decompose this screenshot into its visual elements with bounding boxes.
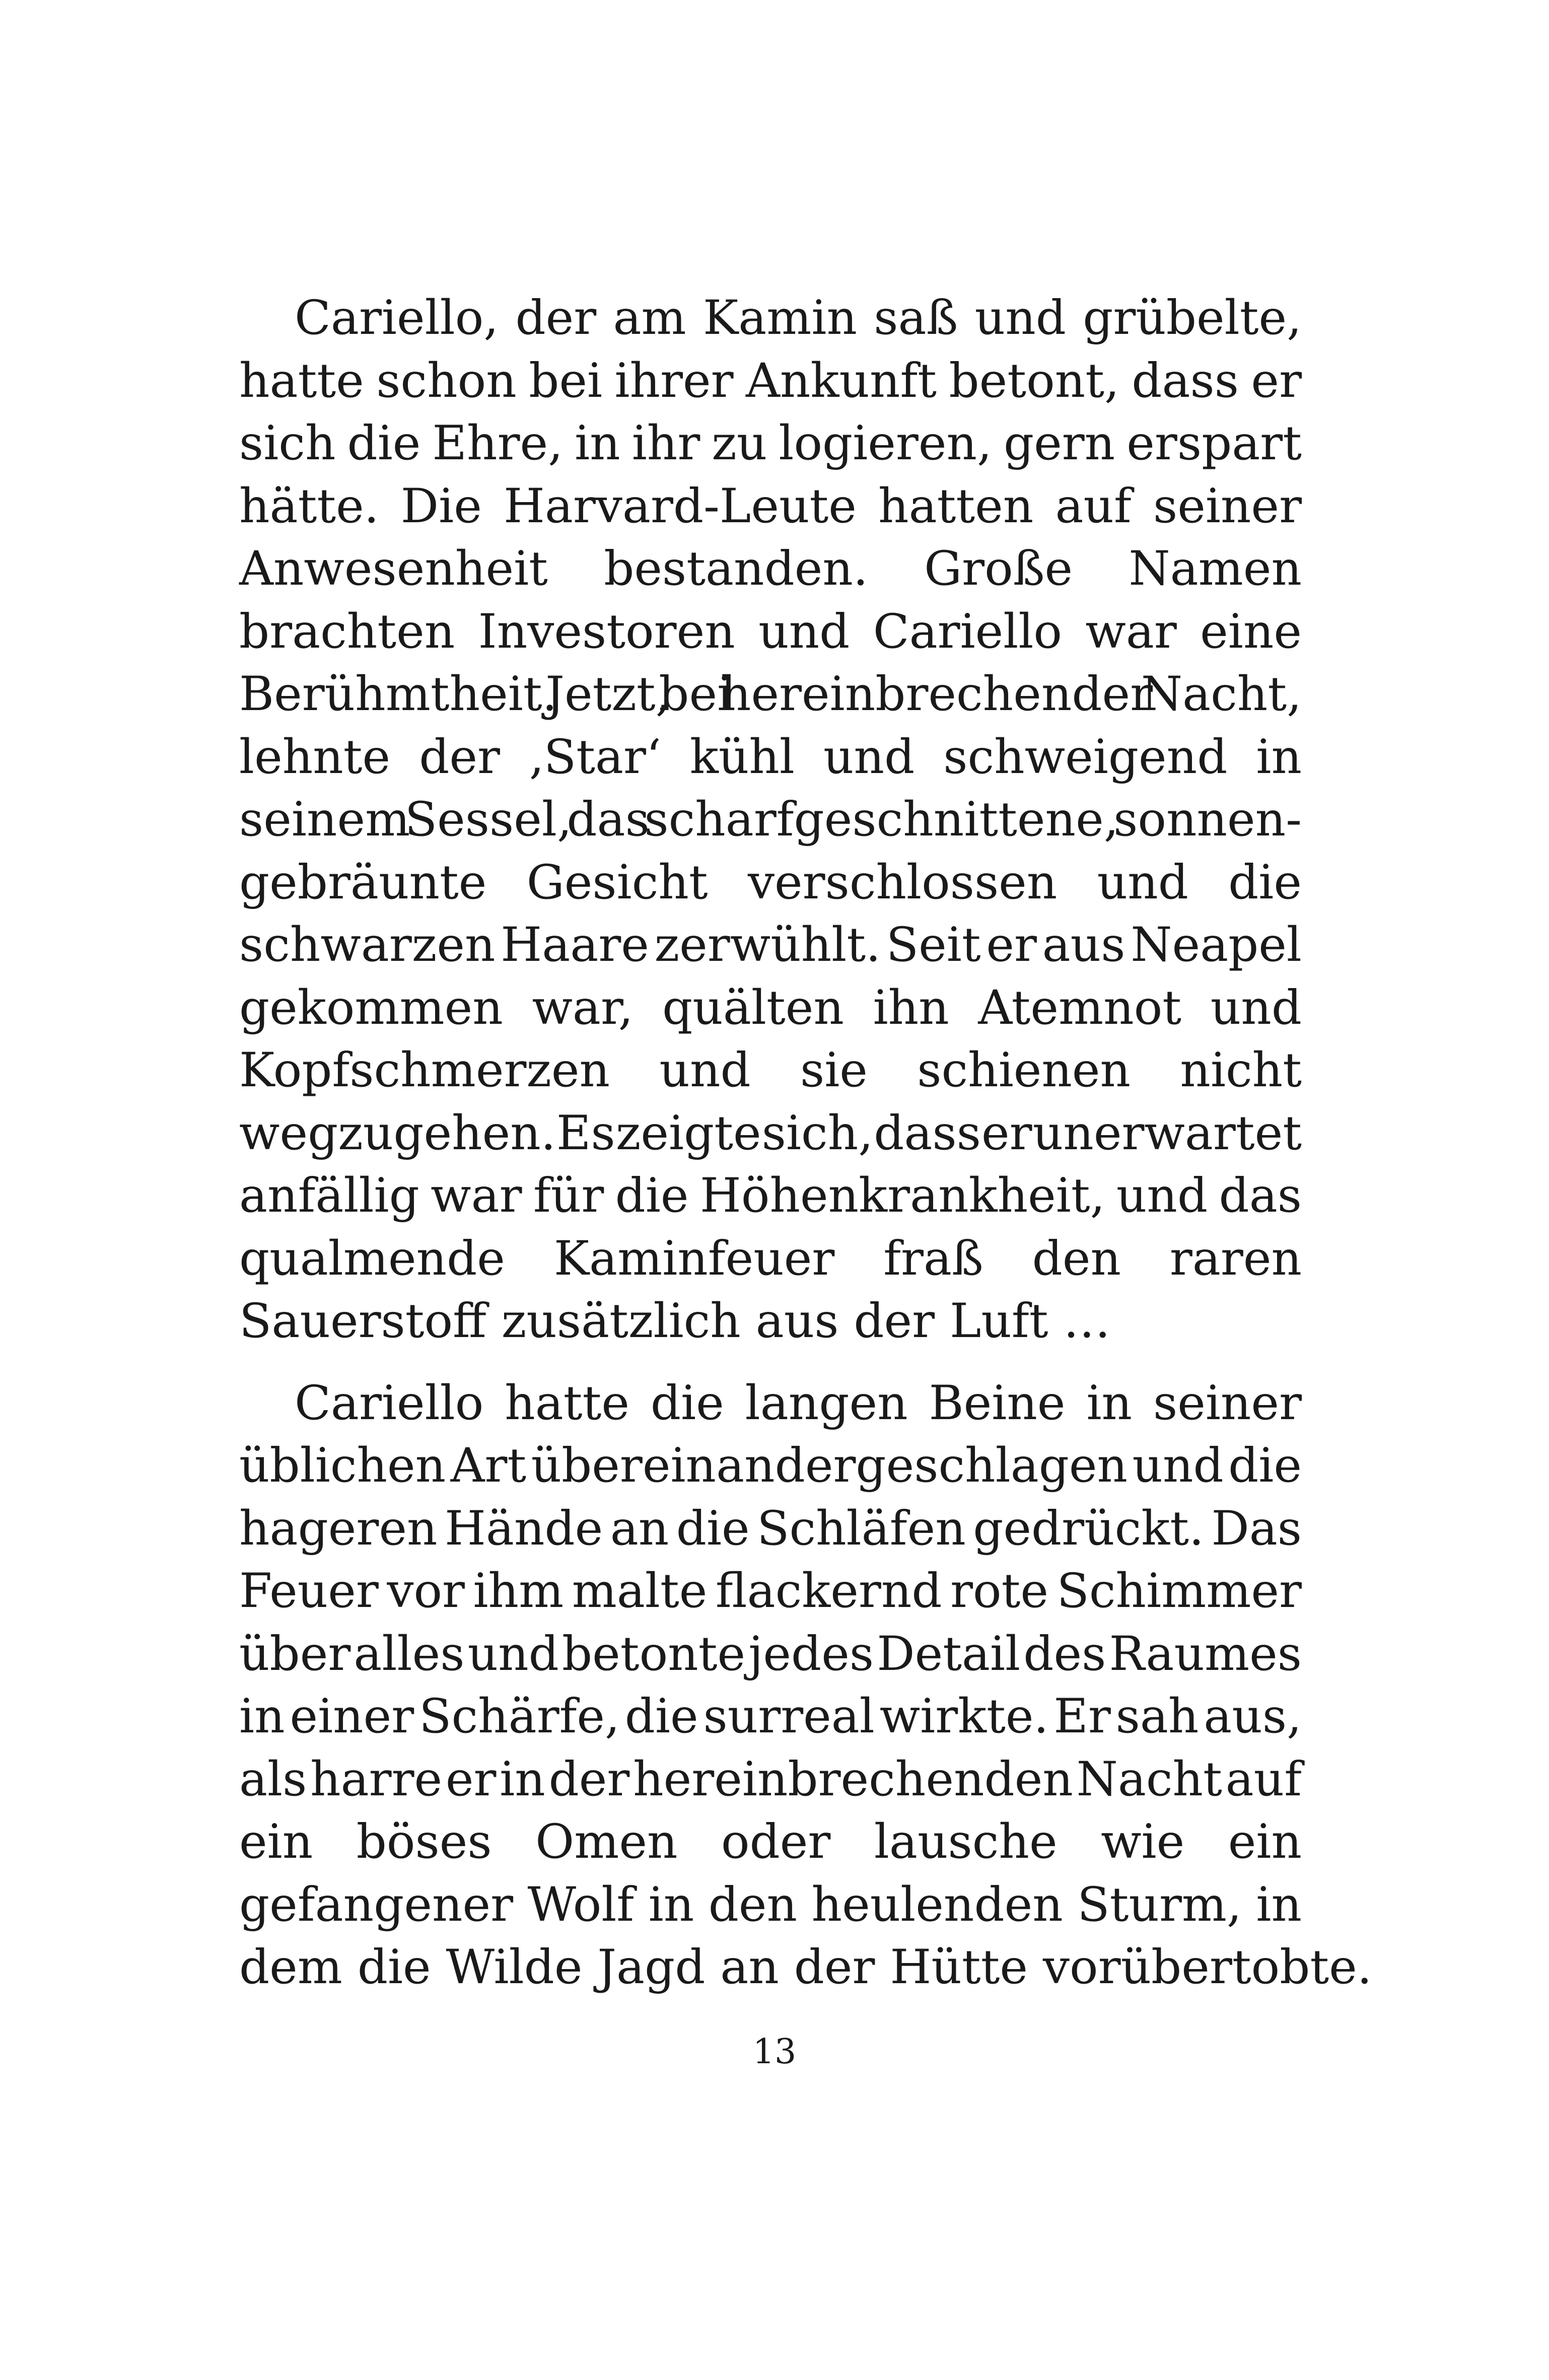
text-line: als harre er in der hereinbrechenden Nacht auf xyxy=(239,1752,1302,1807)
body-text xyxy=(239,287,1372,1999)
paragraph-2 xyxy=(239,1372,1372,1999)
text-line: Cariello, der am Kamin saß und grübelte, xyxy=(295,291,1302,345)
text-line: ein böses Omen oder lausche wie ein xyxy=(239,1814,1302,1869)
text-line: hatte schon bei ihrer Ankunft betont, dass er xyxy=(239,353,1302,408)
text-line: gekommen war, quälten ihn Atemnot und xyxy=(239,980,1302,1035)
text-line: über alles und betonte jedes Detail des Raumes xyxy=(239,1626,1302,1682)
text-line: dem die Wilde Jagd an der Hütte vorübertobte. xyxy=(239,1940,1372,1995)
text-line: gefangener Wolf in den heulenden Sturm, in xyxy=(239,1877,1302,1932)
text-line: üblichen Art übereinandergeschlagen und die xyxy=(239,1438,1302,1493)
text-line: wegzugehen. Es zeigte sich, dass er unerwartet xyxy=(239,1105,1302,1161)
text-line: Cariello hatte die langen Beine in seiner xyxy=(295,1375,1302,1431)
text-line: brachten Investoren und Cariello war eine xyxy=(239,604,1302,659)
text-line: Feuer vor ihm malte flackernd rote Schimmer xyxy=(239,1564,1302,1619)
text-line: Anwesenheit bestanden. Große Namen xyxy=(239,541,1302,596)
text-line: schwarzen Haare zerwühlt. Seit er aus Neapel xyxy=(239,918,1302,972)
text-line: Sauerstoff zusätzlich aus der Luft … xyxy=(239,1294,1111,1349)
paragraph-1 xyxy=(239,287,1302,1353)
text-line: Kopfschmerzen und sie schienen nicht xyxy=(239,1043,1302,1098)
text-line: anfällig war für die Höhenkrankheit, und das xyxy=(239,1168,1302,1223)
text-line: qualmende Kaminfeuer fraß den raren xyxy=(239,1231,1302,1286)
text-line: in einer Schärfe, die surreal wirkte. Er sah aus, xyxy=(239,1689,1302,1744)
text-line: hageren Hände an die Schläfen gedrückt. Das xyxy=(239,1501,1302,1556)
paragraph-spacing xyxy=(239,1353,1302,1372)
text-line: sich die Ehre, in ihr zu logieren, gern erspart xyxy=(239,416,1302,471)
text-line: gebräunte Gesicht verschlossen und die xyxy=(239,855,1302,910)
text-line: lehnte der ‚Star‘ kühl und schweigend in xyxy=(239,729,1302,785)
page-number: 13 xyxy=(752,2032,797,2072)
text-line: hätte. Die Harvard-Leute hatten auf seiner xyxy=(239,478,1302,534)
text-line: Berühmtheit. Jetzt, bei hereinbrechender Nacht, xyxy=(239,667,1302,722)
text-line: seinem Sessel, das scharfgeschnittene, sonnen- xyxy=(239,792,1302,847)
